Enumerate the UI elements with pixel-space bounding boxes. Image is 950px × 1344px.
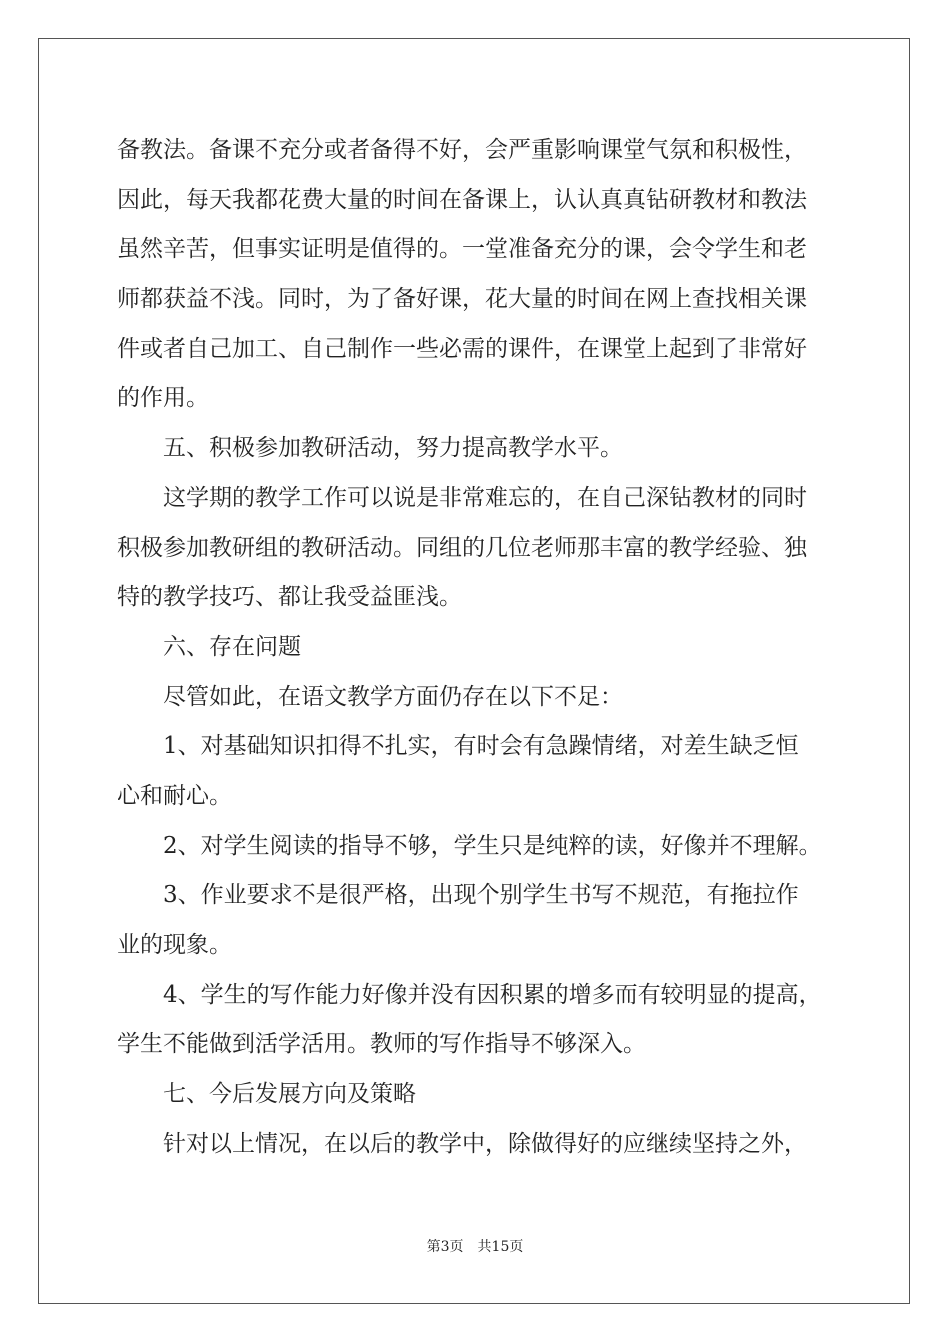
text-line: 针对以上情况，在以后的教学中，除做得好的应继续坚持之外， bbox=[163, 1130, 807, 1157]
text-line: 的作用。 bbox=[117, 385, 209, 412]
text-line: 虽然辛苦，但事实证明是值得的。一堂准备充分的课，会令学生和老 bbox=[117, 236, 807, 263]
page-total: 共15页 bbox=[477, 1239, 524, 1255]
text-line: 件或者自己加工、自己制作一些必需的课件，在课堂上起到了非常好 bbox=[117, 335, 807, 362]
text-line: 备教法。备课不充分或者备得不好，会严重影响课堂气氛和积极性， bbox=[117, 137, 807, 163]
page-footer bbox=[0, 1236, 950, 1256]
list-item: 3、作业要求不是很严格，出现个别学生书写不规范，有拖拉作 bbox=[163, 882, 799, 909]
list-item: 4、学生的写作能力好像并没有因积累的增多而有较明显的提高， bbox=[163, 981, 822, 1008]
section-heading: 六、存在问题 bbox=[163, 633, 301, 660]
list-item: 2、对学生阅读的指导不够，学生只是纯粹的读，好像并不理解。 bbox=[163, 832, 822, 859]
text-line: 特的教学技巧、都让我受益匪浅。 bbox=[117, 584, 462, 611]
list-item: 1、对基础知识扣得不扎实，有时会有急躁情绪，对差生缺乏恒 bbox=[163, 733, 799, 760]
document-body bbox=[117, 126, 835, 1169]
text-line: 因此，每天我都花费大量的时间在备课上，认认真真钻研教材和教法 bbox=[117, 186, 807, 213]
section-heading: 七、今后发展方向及策略 bbox=[163, 1081, 416, 1108]
section-heading: 五、积极参加教研活动，努力提高教学水平。 bbox=[163, 435, 623, 462]
text-line: 积极参加教研组的教研活动。同组的几位老师那丰富的教学经验、独 bbox=[117, 534, 807, 561]
text-line: 学生不能做到活学活用。教师的写作指导不够深入。 bbox=[117, 1031, 646, 1058]
text-line: 师都获益不浅。同时，为了备好课，花大量的时间在网上查找相关课 bbox=[117, 286, 807, 313]
text-line: 心和耐心。 bbox=[117, 782, 232, 809]
text-line: 业的现象。 bbox=[117, 932, 232, 958]
page-number: 第3页 bbox=[426, 1239, 464, 1255]
text-line: 这学期的教学工作可以说是非常难忘的，在自己深钻教材的同时 bbox=[163, 484, 807, 511]
text-line: 尽管如此，在语文教学方面仍存在以下不足： bbox=[163, 683, 623, 710]
